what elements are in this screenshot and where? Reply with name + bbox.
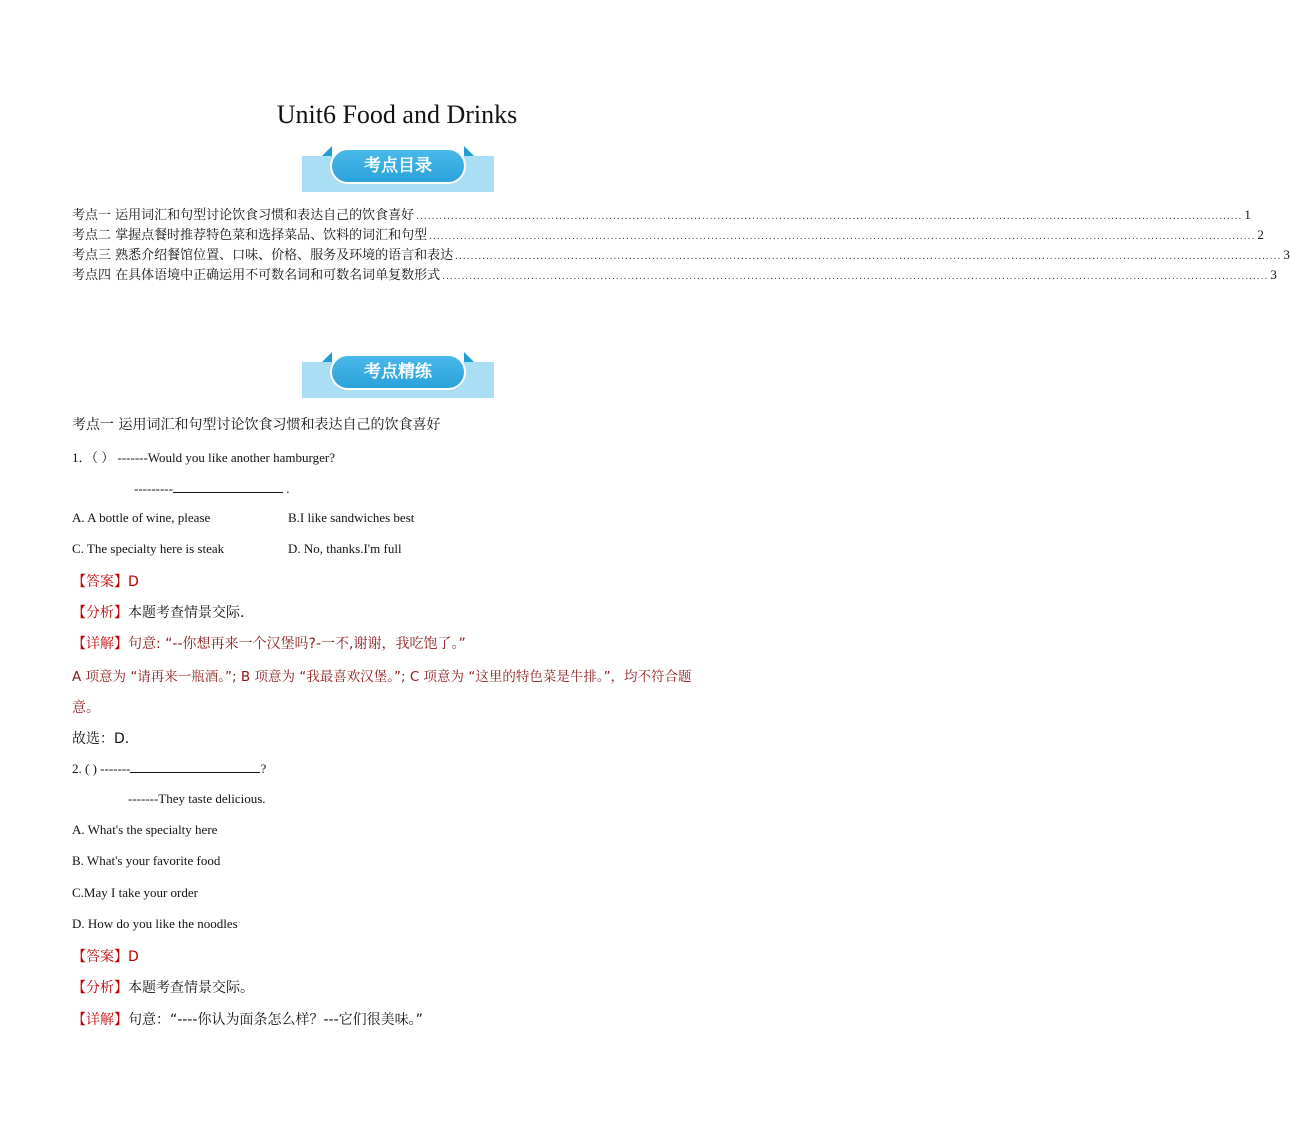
toc-item-label: 考点四 在具体语境中正确运用不可数名词和可数名词单复数形式 [72, 268, 441, 283]
toc-banner [302, 146, 494, 192]
toc-item[interactable]: 考点三 熟悉介绍餐馆位置、口味、价格、服务及环境的语言和表达 ...................................................................................................................................................................................................................... 3 [72, 244, 722, 263]
detail-text: 句意: “--你想再来一个汉堡吗?-一不,谢谢，我吃饱了。” [128, 636, 466, 652]
q1-option-d[interactable]: D. No, thanks.I'm full [288, 541, 402, 556]
q1-analysis [72, 602, 254, 622]
practice-banner [302, 352, 494, 398]
section-heading: 考点一 运用词汇和句型讨论饮食习惯和表达自己的饮食喜好 [72, 417, 441, 433]
q2-option-d[interactable]: D. How do you like the noodles [72, 916, 238, 931]
q1-detail [72, 633, 466, 653]
q2-option-c[interactable]: C.May I take your order [72, 885, 198, 900]
toc-item[interactable]: 考点一 运用词汇和句型讨论饮食习惯和表达自己的饮食喜好 ...................................................................................................................................................................................................................... 1 [72, 204, 722, 223]
analysis-tag: 【分析】 [72, 980, 128, 996]
q2-option-a[interactable]: A. What's the specialty here [72, 822, 218, 837]
q1-conclusion: 故选：D． [72, 731, 139, 747]
toc-item-page: 3 [1270, 267, 1277, 282]
toc-item[interactable]: 考点四 在具体语境中正确运用不可数名词和可数名词单复数形式 ...................................................................................................................................................................................................................... 3 [72, 264, 722, 283]
q2-option-b[interactable]: B. What's your favorite food [72, 853, 221, 868]
toc-item[interactable]: 考点二 掌握点餐时推荐特色菜和选择菜品、饮料的词汇和句型 ...................................................................................................................................................................................................................... 2 [72, 224, 722, 243]
toc-item-page: 3 [1283, 247, 1290, 262]
analysis-tag: 【分析】 [72, 605, 128, 621]
answer-tag: 【答案】 [72, 949, 128, 965]
q1-option-b[interactable]: B.I like sandwiches best [288, 510, 415, 525]
analysis-text: 本题考查情景交际。 [128, 980, 254, 996]
page-title: Unit6 Food and Drinks [276, 100, 518, 129]
q1-reply [134, 480, 289, 497]
toc-item-label: 考点三 熟悉介绍餐馆位置、口味、价格、服务及环境的语言和表达 [72, 248, 454, 263]
answer-value: D [128, 949, 139, 965]
q2-answer-blank[interactable] [130, 760, 260, 773]
toc-item-page: 2 [1257, 227, 1264, 242]
q2-analysis [72, 977, 254, 997]
toc-banner-label: 考点目录 [330, 148, 466, 184]
q1-explain-line1: A 项意为 “请再来一瓶酒。”; B 项意为 “我最喜欢汉堡。”; C 项意为 “这里的特色菜是牛排。”，均不符合题 [72, 669, 692, 685]
detail-tag: 【详解】 [72, 1012, 128, 1028]
q2-detail [72, 1009, 423, 1029]
q1-explain-line2: 意。 [72, 700, 100, 716]
q1-reply-prefix: --------- [134, 481, 173, 496]
q1-option-c[interactable]: C. The specialty here is steak [72, 541, 225, 556]
q1-stem: 1．（ ） -------Would you like another hamburger? [72, 450, 335, 465]
q2-stem [72, 760, 266, 777]
analysis-text: 本题考查情景交际． [128, 605, 254, 621]
detail-tag: 【详解】 [72, 636, 128, 652]
q1-reply-suffix: . [282, 481, 290, 496]
toc-item-label: 考点二 掌握点餐时推荐特色菜和选择菜品、饮料的词汇和句型 [72, 228, 428, 243]
q2-stem-suffix: ? [260, 761, 267, 776]
q2-stem-prefix: 2. ( ) ------- [72, 761, 131, 776]
q1-option-a[interactable]: A. A bottle of wine, please [72, 510, 211, 525]
q1-answer [72, 571, 139, 591]
q2-answer [72, 946, 139, 966]
q2-reply: -------They taste delicious. [128, 791, 266, 806]
answer-value: D [128, 574, 139, 590]
detail-text: 句意：“----你认为面条怎么样？---它们很美味。” [128, 1012, 423, 1028]
answer-tag: 【答案】 [72, 574, 128, 590]
q1-answer-blank[interactable] [173, 480, 283, 493]
toc-item-page: 1 [1244, 207, 1251, 222]
practice-banner-label: 考点精练 [330, 354, 466, 390]
toc-item-label: 考点一 运用词汇和句型讨论饮食习惯和表达自己的饮食喜好 [72, 208, 415, 223]
